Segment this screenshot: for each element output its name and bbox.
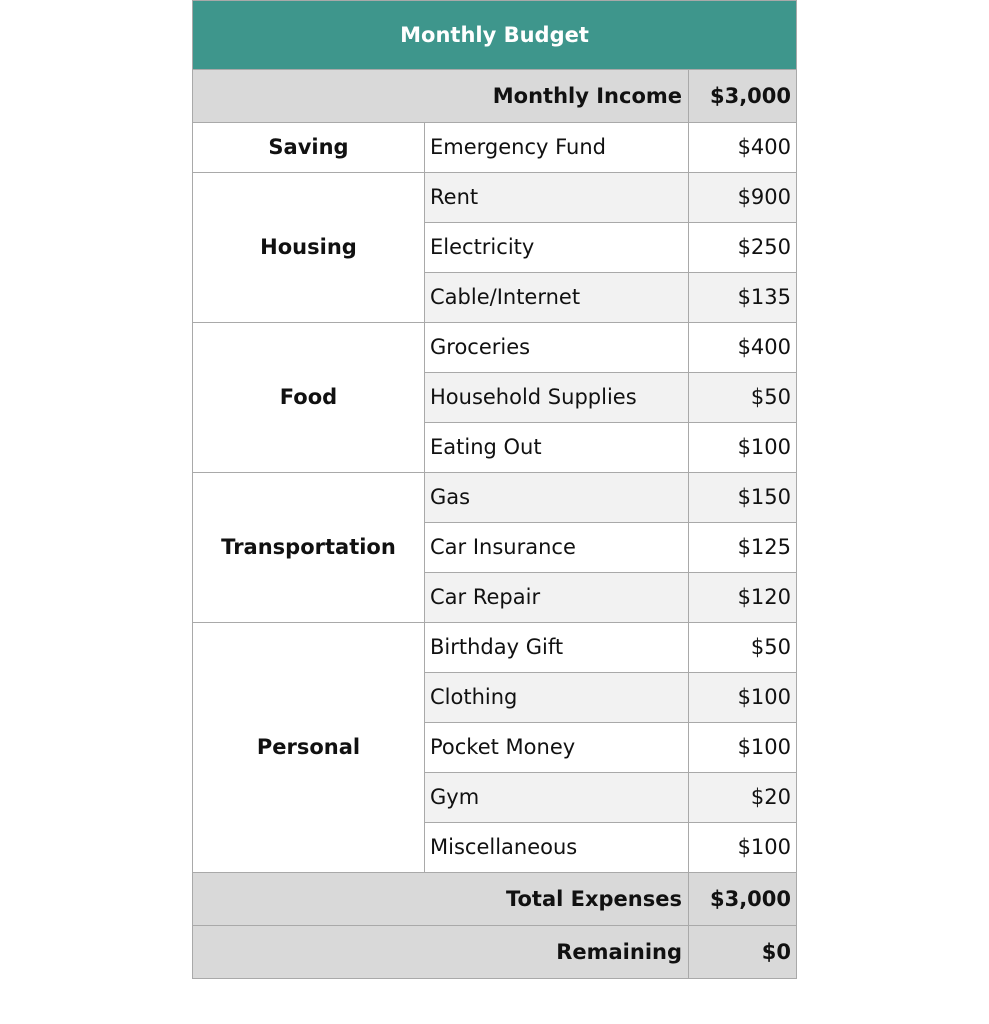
item-amount: $250	[689, 223, 797, 273]
item-label: Gym	[425, 773, 689, 823]
item-amount: $400	[689, 323, 797, 373]
income-label: Monthly Income	[193, 70, 689, 123]
title-row	[193, 1, 797, 70]
category-transportation: Transportation	[193, 473, 425, 623]
item-label: Groceries	[425, 323, 689, 373]
table-row	[193, 323, 797, 373]
item-label: Miscellaneous	[425, 823, 689, 873]
item-amount: $900	[689, 173, 797, 223]
item-amount: $100	[689, 823, 797, 873]
item-amount: $50	[689, 623, 797, 673]
item-label: Clothing	[425, 673, 689, 723]
category-saving: Saving	[193, 123, 425, 173]
income-row	[193, 70, 797, 123]
category-food: Food	[193, 323, 425, 473]
item-amount: $150	[689, 473, 797, 523]
item-label: Car Insurance	[425, 523, 689, 573]
budget-sheet	[192, 0, 796, 979]
item-amount: $50	[689, 373, 797, 423]
item-amount: $400	[689, 123, 797, 173]
item-label: Pocket Money	[425, 723, 689, 773]
item-label: Eating Out	[425, 423, 689, 473]
item-label: Household Supplies	[425, 373, 689, 423]
item-label: Car Repair	[425, 573, 689, 623]
total-expenses-value: $3,000	[689, 873, 797, 926]
item-amount: $100	[689, 673, 797, 723]
item-label: Gas	[425, 473, 689, 523]
remaining-row	[193, 926, 797, 979]
item-amount: $100	[689, 723, 797, 773]
total-expenses-row	[193, 873, 797, 926]
item-label: Rent	[425, 173, 689, 223]
table-row	[193, 473, 797, 523]
total-expenses-label: Total Expenses	[193, 873, 689, 926]
table-row	[193, 623, 797, 673]
item-label: Cable/Internet	[425, 273, 689, 323]
table-row	[193, 173, 797, 223]
page-title: Monthly Budget	[193, 1, 797, 70]
income-value: $3,000	[689, 70, 797, 123]
item-amount: $120	[689, 573, 797, 623]
table-row	[193, 123, 797, 173]
item-label: Electricity	[425, 223, 689, 273]
item-label: Birthday Gift	[425, 623, 689, 673]
item-amount: $135	[689, 273, 797, 323]
item-amount: $125	[689, 523, 797, 573]
item-amount: $100	[689, 423, 797, 473]
item-label: Emergency Fund	[425, 123, 689, 173]
remaining-value: $0	[689, 926, 797, 979]
remaining-label: Remaining	[193, 926, 689, 979]
category-housing: Housing	[193, 173, 425, 323]
item-amount: $20	[689, 773, 797, 823]
category-personal: Personal	[193, 623, 425, 873]
budget-table	[192, 0, 797, 979]
